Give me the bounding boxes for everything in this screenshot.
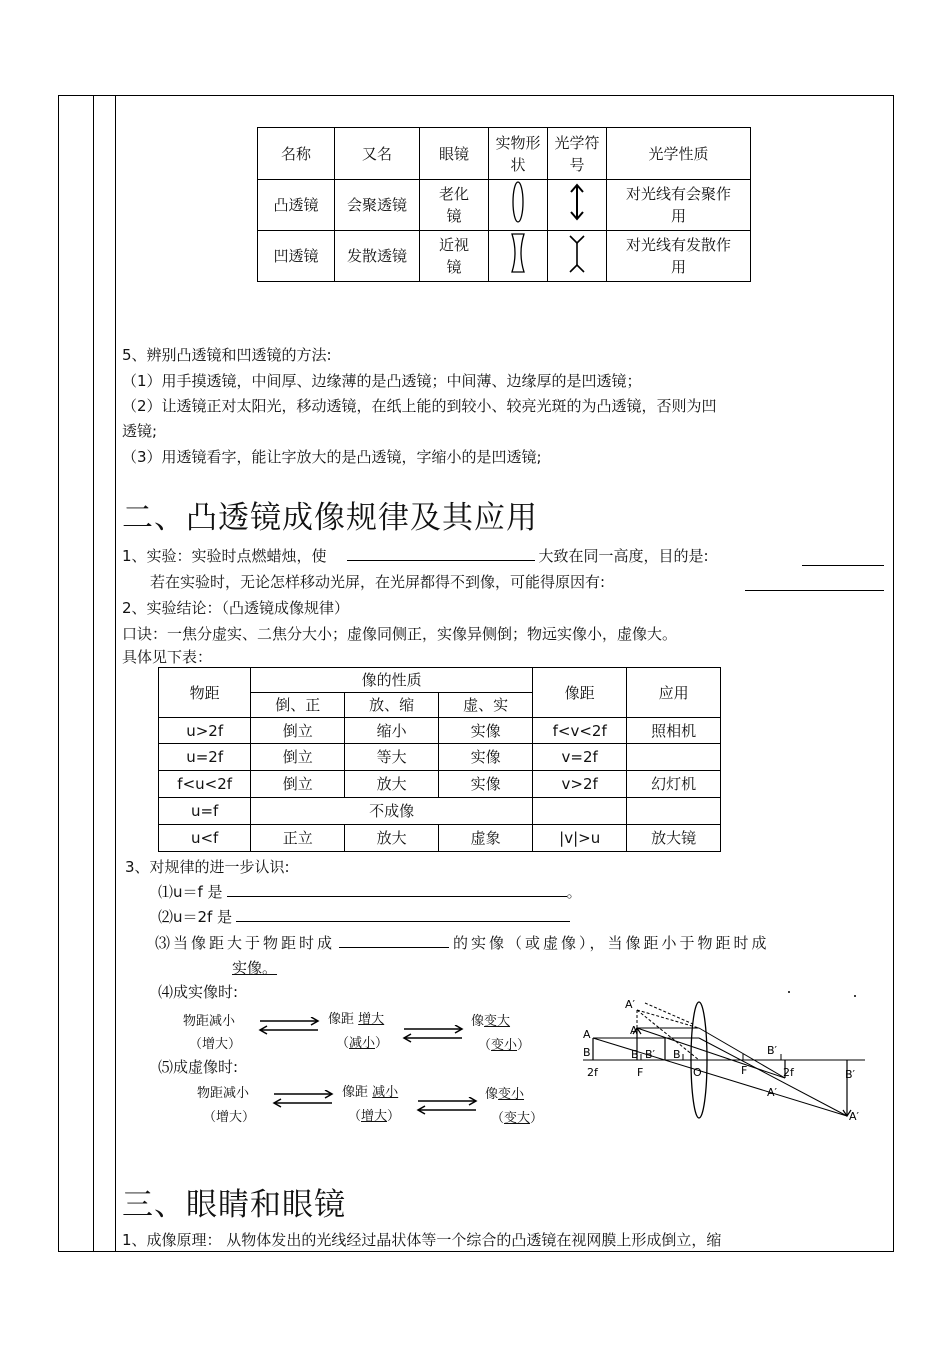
experiment-text-a: 1、实验：实验时点燃蜡烛，使 xyxy=(122,547,327,565)
virtual-flow-b-text: 像距 xyxy=(342,1085,369,1100)
lens-header: 实物形状 xyxy=(489,128,548,180)
q3-text-a: ⑶当像距大于物距时成 xyxy=(155,934,336,952)
mnemonic: 口诀：一焦分虚实、二焦分大小；虚像同侧正，实像异侧倒；物远实像小，虚像大。 xyxy=(122,625,678,643)
further-q4: ⑷成实像时: xyxy=(158,983,239,1001)
frame-left-2 xyxy=(93,95,94,1252)
table-cell: 倒立 xyxy=(251,744,345,771)
further-q2 xyxy=(158,907,570,927)
real-flow-b2-under: 减小 xyxy=(349,1036,376,1051)
diagram-label: B′ xyxy=(767,1044,778,1057)
real-flow-b xyxy=(328,1010,384,1030)
imaging-header: 像的性质 xyxy=(251,668,533,693)
blank-field[interactable] xyxy=(227,882,567,897)
imaging-header: 物距 xyxy=(159,668,251,718)
diagram-label: B xyxy=(631,1048,639,1061)
real-flow-a2: （增大） xyxy=(189,1037,242,1052)
table-cell: 实像 xyxy=(439,744,533,771)
further-q5: ⑸成虚像时: xyxy=(158,1058,239,1076)
double-arrow-icon xyxy=(272,1090,334,1108)
diagram-label: A xyxy=(630,1024,638,1037)
virtual-flow-b2-under: 增大 xyxy=(361,1109,388,1124)
diagram-label: B xyxy=(583,1046,591,1059)
double-arrow-icon xyxy=(416,1097,478,1115)
lens-header: 光学性质 xyxy=(607,128,751,180)
lens-cell: 对光线有会聚作用 xyxy=(607,180,751,231)
lens-cell: 会聚透镜 xyxy=(335,180,420,231)
concave-lens-symbol-icon xyxy=(548,231,607,282)
virtual-flow-b2: （增大） xyxy=(348,1109,401,1124)
blank-field[interactable] xyxy=(347,546,535,561)
q1-text: ⑴u＝f 是 xyxy=(158,883,223,901)
see-table: 具体见下表： xyxy=(122,648,213,666)
diagram-label: A′ xyxy=(767,1086,778,1099)
diagram-label: A xyxy=(583,1028,591,1041)
principle-text: 1、成像原理： 从物体发出的光线经过晶状体等一个综合的凸透镜在视网膜上形成倒立，缩 xyxy=(122,1231,722,1249)
imaging-subheader: 虚、实 xyxy=(439,693,533,718)
real-flow-c2: （变小） xyxy=(478,1038,531,1053)
imaging-table xyxy=(158,667,721,852)
virtual-flow-c-under: 变小 xyxy=(498,1087,525,1102)
frame-top xyxy=(58,95,894,96)
frame-left-3 xyxy=(115,95,116,1252)
table-row xyxy=(159,798,721,825)
table-cell: 虚象 xyxy=(439,825,533,852)
lens-cell: 凹透镜 xyxy=(258,231,335,282)
table-cell: 照相机 xyxy=(627,718,721,744)
table-cell: 幻灯机 xyxy=(627,771,721,798)
table-cell: 实像 xyxy=(439,718,533,744)
diagram-label: F xyxy=(741,1064,748,1077)
concave-lens-shape-icon xyxy=(489,231,548,282)
experiment-line xyxy=(122,546,709,566)
virtual-flow-b-under: 减小 xyxy=(372,1085,399,1100)
table-cell: 不成像 xyxy=(251,798,533,825)
table-cell: f<v<2f xyxy=(533,718,627,744)
table-cell: 放大镜 xyxy=(627,825,721,852)
real-flow-b-under: 增大 xyxy=(358,1012,385,1027)
experiment-conclusion: 2、实验结论：（凸透镜成像规律） xyxy=(122,599,350,617)
real-flow-c-text: 像 xyxy=(471,1014,485,1029)
frame-bottom xyxy=(58,1251,894,1252)
identify-method-1: （1）用手摸透镜，中间厚、边缘薄的是凸透镜；中间薄、边缘厚的是凹透镜； xyxy=(122,372,642,390)
further-q1 xyxy=(158,882,582,902)
q3-text-b: 的实像（或虚像），当像距小于物距时成 xyxy=(453,934,770,952)
table-cell: 倒立 xyxy=(251,718,345,744)
lens-table xyxy=(257,127,751,282)
table-cell: |v|>u xyxy=(533,825,627,852)
section-2-heading: 二、凸透镜成像规律及其应用 xyxy=(122,500,538,536)
lens-header: 名称 xyxy=(258,128,335,180)
table-cell: 正立 xyxy=(251,825,345,852)
diagram-label: B′ xyxy=(845,1068,856,1081)
imaging-header: 像距 xyxy=(533,668,627,718)
frame-left-1 xyxy=(58,95,59,1252)
q1-end: 。 xyxy=(566,883,582,901)
identify-method-2-cont: 透镜; xyxy=(122,422,158,440)
double-arrow-icon xyxy=(258,1017,320,1035)
convex-lens-symbol-icon xyxy=(548,180,607,231)
diagram-label: A′ xyxy=(625,998,636,1011)
table-cell: u<f xyxy=(159,825,251,852)
diagram-label: B′ xyxy=(645,1048,656,1061)
identify-method-3: （3）用透镜看字，能让字放大的是凸透镜，字缩小的是凹透镜; xyxy=(122,448,542,466)
real-flow-c xyxy=(471,1012,510,1032)
real-flow-b2: （减小） xyxy=(336,1036,389,1051)
experiment-text-b: 大致在同一高度，目的是: xyxy=(538,547,709,565)
diagram-label: A′ xyxy=(849,1110,860,1123)
diagram-label: 2f xyxy=(783,1066,794,1079)
lens-cell: 老化镜 xyxy=(420,180,489,231)
table-cell: u=2f xyxy=(159,744,251,771)
lens-cell: 近视镜 xyxy=(420,231,489,282)
convex-lens-shape-icon xyxy=(489,180,548,231)
real-flow-c-under: 变大 xyxy=(484,1014,511,1029)
lens-header: 眼镜 xyxy=(420,128,489,180)
frame-right xyxy=(893,95,894,1252)
diagram-label: B xyxy=(673,1048,681,1061)
blank-field[interactable] xyxy=(236,907,570,922)
blank-field[interactable] xyxy=(802,551,884,566)
diagram-label: F xyxy=(637,1066,644,1079)
further-title: 3、对规律的进一步认识: xyxy=(125,858,290,876)
table-cell: 等大 xyxy=(345,744,439,771)
ray-diagram xyxy=(575,988,875,1128)
real-flow-a: 物距减小 xyxy=(183,1014,236,1029)
lens-cell: 凸透镜 xyxy=(258,180,335,231)
blank-field[interactable] xyxy=(745,576,884,591)
table-cell: 倒立 xyxy=(251,771,345,798)
further-q3 xyxy=(155,933,770,953)
table-row xyxy=(159,744,721,771)
imaging-subheader: 倒、正 xyxy=(251,693,345,718)
virtual-flow-a2-text: 增大 xyxy=(216,1110,243,1125)
table-cell xyxy=(627,798,721,825)
real-flow-b-text: 像距 xyxy=(328,1012,355,1027)
imaging-subheader: 放、缩 xyxy=(345,693,439,718)
virtual-flow-c2: （变大） xyxy=(491,1111,544,1126)
lens-cell: 发散透镜 xyxy=(335,231,420,282)
table-cell: v=2f xyxy=(533,744,627,771)
real-flow-c2-under: 变小 xyxy=(491,1038,518,1053)
experiment-cond: 若在实验时，无论怎样移动光屏，在光屏都得不到像，可能得原因有: xyxy=(150,573,606,591)
table-row xyxy=(159,718,721,744)
virtual-flow-b xyxy=(342,1083,398,1103)
table-cell: 实像 xyxy=(439,771,533,798)
virtual-flow-c xyxy=(485,1085,524,1105)
table-cell xyxy=(627,744,721,771)
identify-title: 5、辨别凸透镜和凹透镜的方法: xyxy=(122,346,332,364)
diagram-label: O xyxy=(693,1066,702,1079)
table-row xyxy=(159,771,721,798)
imaging-header: 应用 xyxy=(627,668,721,718)
identify-method-2: （2）让透镜正对太阳光，移动透镜，在纸上能的到较小、较亮光斑的为凸透镜，否则为凹 xyxy=(122,397,717,415)
lens-header: 又名 xyxy=(335,128,420,180)
table-cell xyxy=(533,798,627,825)
lens-header: 光学符号 xyxy=(548,128,607,180)
virtual-flow-c-text: 像 xyxy=(485,1087,499,1102)
diagram-label: 2f xyxy=(587,1066,598,1079)
lens-cell: 对光线有发散作用 xyxy=(607,231,751,282)
section-3-heading: 三、眼睛和眼镜 xyxy=(122,1187,346,1223)
table-cell: u>2f xyxy=(159,718,251,744)
virtual-flow-a: 物距减小 xyxy=(197,1086,250,1101)
table-cell: f<u<2f xyxy=(159,771,251,798)
blank-field[interactable] xyxy=(339,933,449,948)
virtual-flow-a2: （增大） xyxy=(203,1110,256,1125)
table-cell: u=f xyxy=(159,798,251,825)
virtual-flow-c2-under: 变大 xyxy=(504,1111,531,1126)
table-cell: 放大 xyxy=(345,825,439,852)
table-cell: 放大 xyxy=(345,771,439,798)
q2-text: ⑵u＝2f 是 xyxy=(158,908,233,926)
table-row xyxy=(159,825,721,852)
further-q3-cont: 实像。 xyxy=(232,959,278,977)
double-arrow-icon xyxy=(402,1025,464,1043)
table-cell: v>2f xyxy=(533,771,627,798)
table-cell: 缩小 xyxy=(345,718,439,744)
